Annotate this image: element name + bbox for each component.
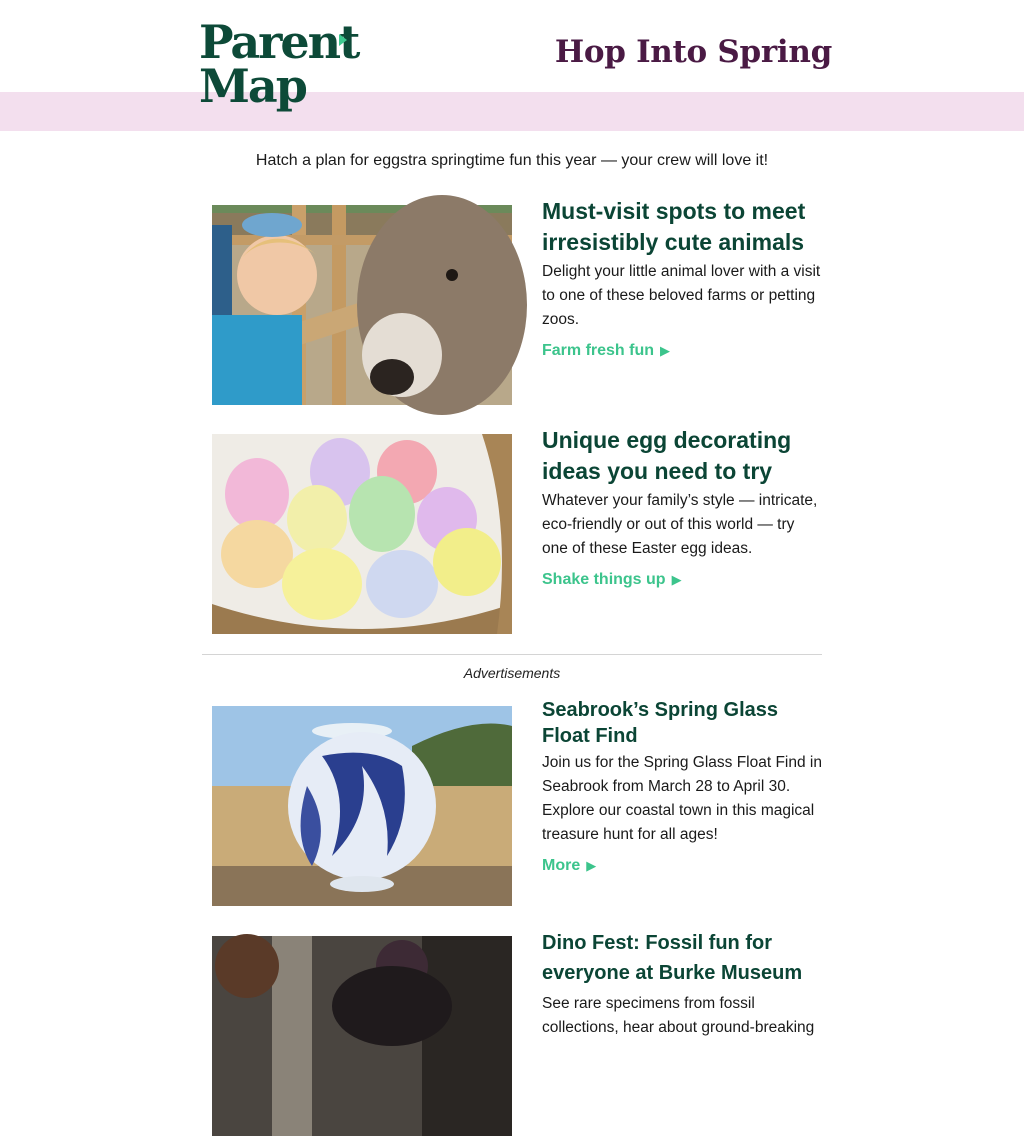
ad-title[interactable]: Seabrook’s Spring Glass Float Find (542, 699, 779, 747)
newsletter-headline: Hop Into Spring (554, 34, 832, 70)
ad-body: Join us for the Spring Glass Float Find in Seabrook from March 28 to April 30. Explore our coastal town in this magical treasure hunt for all ages! (542, 754, 822, 843)
article-cta-link[interactable] (542, 342, 670, 360)
article-body: Whatever your family’s style — intricate, eco-friendly or out of this world — try one of these Easter egg ideas. (542, 492, 818, 557)
article-image-animals[interactable] (212, 205, 512, 405)
article-title[interactable]: Must-visit spots to meet irresistibly cute animals (542, 198, 806, 255)
ad-cta-link[interactable] (542, 857, 596, 875)
cta-label: More (542, 857, 581, 874)
article-body: Delight your little animal lover with a visit to one of these beloved farms or petting zoos. (542, 263, 821, 328)
article-title[interactable]: Unique egg decorating ideas you need to try (542, 427, 792, 484)
logo-word-parent: Parent (199, 15, 359, 69)
arrow-right-icon: ▶ (671, 572, 682, 587)
ad-title[interactable]: Dino Fest: Fossil fun for everyone at Burke Museum (542, 932, 803, 984)
ad-image-glass-float[interactable] (212, 706, 512, 906)
logo-word-map: Map (199, 59, 306, 113)
marbled-eggs-photo (212, 434, 512, 634)
ad-image-dino-fest[interactable] (212, 936, 512, 1136)
glass-float-photo (212, 706, 512, 906)
advertisements-label: Advertisements (463, 665, 561, 681)
intro-text: Hatch a plan for eggstra springtime fun this year — your crew will love it! (255, 152, 769, 169)
arrow-right-icon: ▶ (586, 858, 597, 873)
article-cta-link[interactable] (542, 571, 682, 589)
email-header (0, 0, 1024, 113)
logo-play-icon (339, 34, 347, 46)
parentmap-logo[interactable] (199, 15, 359, 120)
dino-fest-photo (212, 936, 512, 1136)
article-image-eggs[interactable] (212, 434, 512, 634)
cta-label: Shake things up (542, 571, 666, 588)
header-band (0, 92, 1024, 131)
ad-body: See rare specimens from fossil collections, hear about ground-breaking (542, 995, 815, 1036)
arrow-right-icon: ▶ (660, 343, 671, 358)
cta-label: Farm fresh fun (542, 342, 655, 359)
child-donkey-photo (212, 205, 512, 405)
section-divider (202, 654, 822, 655)
